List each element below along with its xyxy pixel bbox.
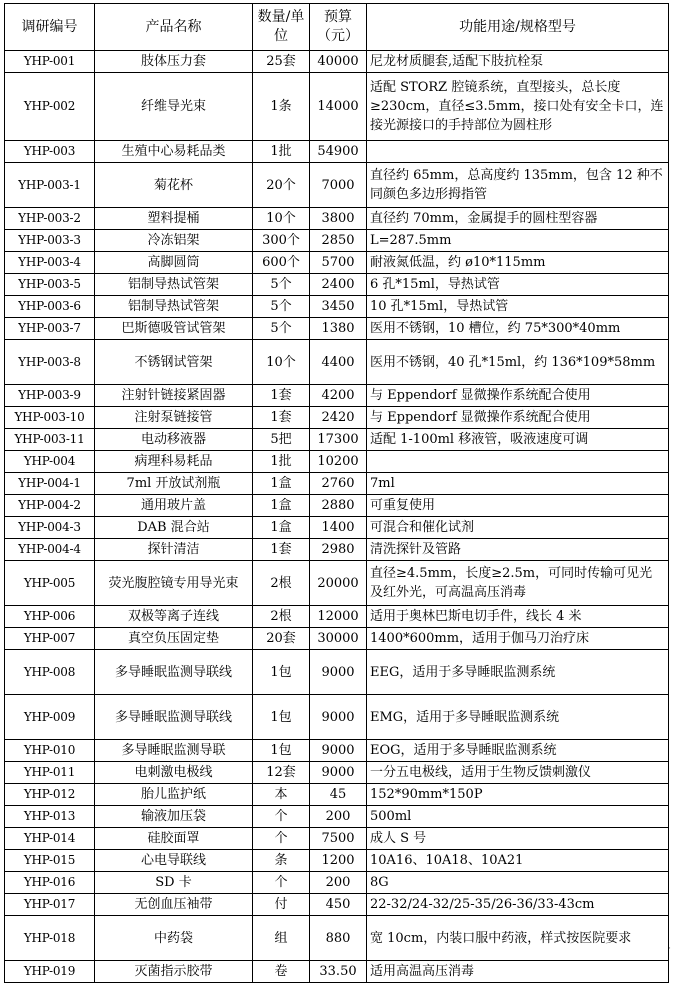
cell-name: 电动移液器 <box>95 429 253 451</box>
table-row <box>5 740 669 762</box>
table-row <box>5 828 669 850</box>
cell-name: 冷冻铝架 <box>95 230 253 252</box>
cell-unit: 1包 <box>253 740 310 762</box>
cell-unit: 20套 <box>253 628 310 650</box>
cell-code: YHP-003-6 <box>5 296 95 318</box>
table-row <box>5 806 669 828</box>
cell-budget: 7000 <box>310 163 367 208</box>
cell-code: YHP-011 <box>5 762 95 784</box>
cell-unit: 个 <box>253 872 310 894</box>
cell-name: 真空负压固定垫 <box>95 628 253 650</box>
cell-unit: 1批 <box>253 141 310 163</box>
cell-code: YHP-005 <box>5 561 95 606</box>
cell-spec: EMG，适用于多导睡眠监测系统 <box>367 695 669 740</box>
table-row <box>5 495 669 517</box>
cell-code: YHP-003-4 <box>5 252 95 274</box>
cell-budget: 7500 <box>310 828 367 850</box>
table-row <box>5 451 669 473</box>
cell-code: YHP-009 <box>5 695 95 740</box>
cell-name: 探针清洁 <box>95 539 253 561</box>
cell-spec: 适用高温高压消毒 <box>367 961 669 983</box>
cell-spec: 医用不锈钢，40 孔*15ml，约 136*109*58mm <box>367 340 669 385</box>
table-row <box>5 606 669 628</box>
cell-budget: 4400 <box>310 340 367 385</box>
cell-budget: 9000 <box>310 762 367 784</box>
cell-name: 中药袋 <box>95 916 253 961</box>
table-row <box>5 429 669 451</box>
cell-name: 硅胶面罩 <box>95 828 253 850</box>
cell-unit: 1盒 <box>253 473 310 495</box>
cell-code: YHP-004-2 <box>5 495 95 517</box>
cell-budget: 12000 <box>310 606 367 628</box>
cell-spec: 6 孔*15ml，导热试管 <box>367 274 669 296</box>
cell-spec: 10A16、10A18、10A21 <box>367 850 669 872</box>
table-row <box>5 650 669 695</box>
cell-code: YHP-003-3 <box>5 230 95 252</box>
cell-name: 双极等离子连线 <box>95 606 253 628</box>
cell-budget: 5700 <box>310 252 367 274</box>
cell-spec: 可重复使用 <box>367 495 669 517</box>
cell-unit: 300个 <box>253 230 310 252</box>
cell-spec: 直径约 65mm，总高度约 135mm，包含 12 种不同颜色多边形拇指管 <box>367 163 669 208</box>
header-row <box>5 4 669 51</box>
cell-code: YHP-016 <box>5 872 95 894</box>
cell-spec: L=287.5mm <box>367 230 669 252</box>
table-row <box>5 561 669 606</box>
cell-name: 菊花杯 <box>95 163 253 208</box>
cell-budget: 9000 <box>310 740 367 762</box>
cell-budget: 200 <box>310 872 367 894</box>
cell-spec: 直径约 70mm，金属提手的圆柱型容器 <box>367 208 669 230</box>
table-body <box>5 51 669 983</box>
cell-unit: 5把 <box>253 429 310 451</box>
cell-unit: 2根 <box>253 561 310 606</box>
table-row <box>5 141 669 163</box>
cell-code: YHP-008 <box>5 650 95 695</box>
cell-budget: 9000 <box>310 695 367 740</box>
cell-budget: 3800 <box>310 208 367 230</box>
cell-code: YHP-003-7 <box>5 318 95 340</box>
cell-name: DAB 混合站 <box>95 517 253 539</box>
cell-spec: EEG，适用于多导睡眠监测系统 <box>367 650 669 695</box>
cell-budget: 17300 <box>310 429 367 451</box>
table-row <box>5 230 669 252</box>
cell-unit: 25套 <box>253 51 310 73</box>
cell-spec: 清洗探针及管路 <box>367 539 669 561</box>
cell-name: 胎儿监护纸 <box>95 784 253 806</box>
cell-name: 注射泵链接管 <box>95 407 253 429</box>
cell-budget: 14000 <box>310 73 367 141</box>
cell-name: 肢体压力套 <box>95 51 253 73</box>
cell-spec: 与 Eppendorf 显微操作系统配合使用 <box>367 385 669 407</box>
cell-code: YHP-004-4 <box>5 539 95 561</box>
table-row <box>5 296 669 318</box>
cell-spec: 22-32/24-32/25-35/26-36/33-43cm <box>367 894 669 916</box>
cell-name: 灭菌指示胶带 <box>95 961 253 983</box>
cell-unit: 1盒 <box>253 517 310 539</box>
cell-code: YHP-003-9 <box>5 385 95 407</box>
survey-table <box>4 3 669 983</box>
cell-spec: 成人 S 号 <box>367 828 669 850</box>
cell-budget: 54900 <box>310 141 367 163</box>
cell-code: YHP-018 <box>5 916 95 961</box>
table-row <box>5 628 669 650</box>
cell-code: YHP-017 <box>5 894 95 916</box>
table-row <box>5 274 669 296</box>
cell-unit: 1包 <box>253 650 310 695</box>
cell-spec: 7ml <box>367 473 669 495</box>
cell-budget: 20000 <box>310 561 367 606</box>
table-row <box>5 894 669 916</box>
cell-name: 不锈钢试管架 <box>95 340 253 385</box>
table-row <box>5 163 669 208</box>
cell-budget: 33.50 <box>310 961 367 983</box>
cell-unit: 1套 <box>253 407 310 429</box>
cell-unit: 1包 <box>253 695 310 740</box>
cell-spec: 耐液氮低温，约 ø10*115mm <box>367 252 669 274</box>
cell-spec: 1400*600mm，适用于伽马刀治疗床 <box>367 628 669 650</box>
table-row <box>5 517 669 539</box>
cell-unit: 1批 <box>253 451 310 473</box>
cell-code: YHP-004-1 <box>5 473 95 495</box>
cell-budget: 9000 <box>310 650 367 695</box>
table-row <box>5 473 669 495</box>
cell-unit: 5个 <box>253 274 310 296</box>
table-row <box>5 916 669 961</box>
cell-budget: 1200 <box>310 850 367 872</box>
corner-mark: · <box>668 944 671 954</box>
cell-unit: 5个 <box>253 318 310 340</box>
cell-name: 无创血压袖带 <box>95 894 253 916</box>
cell-code: YHP-003-10 <box>5 407 95 429</box>
cell-budget: 200 <box>310 806 367 828</box>
cell-budget: 40000 <box>310 51 367 73</box>
cell-spec: 8G <box>367 872 669 894</box>
cell-spec: 医用不锈钢，10 槽位，约 75*300*40mm <box>367 318 669 340</box>
cell-budget: 2760 <box>310 473 367 495</box>
cell-name: 纤维导光束 <box>95 73 253 141</box>
cell-name: 电刺激电极线 <box>95 762 253 784</box>
cell-spec: 10 孔*15ml，导热试管 <box>367 296 669 318</box>
table-row <box>5 385 669 407</box>
cell-unit: 20个 <box>253 163 310 208</box>
cell-code: YHP-004-3 <box>5 517 95 539</box>
header-unit: 数量/单位 <box>253 4 310 51</box>
cell-name: 塑料提桶 <box>95 208 253 230</box>
cell-name: 荧光腹腔镜专用导光束 <box>95 561 253 606</box>
cell-unit: 个 <box>253 806 310 828</box>
cell-name: 铝制导热试管架 <box>95 274 253 296</box>
cell-spec: 适配 1-100ml 移液管，吸液速度可调 <box>367 429 669 451</box>
cell-spec: 一分五电极线，适用于生物反馈刺激仪 <box>367 762 669 784</box>
cell-code: YHP-003-8 <box>5 340 95 385</box>
cell-budget: 2980 <box>310 539 367 561</box>
cell-unit: 5个 <box>253 296 310 318</box>
table-row <box>5 539 669 561</box>
cell-code: YHP-002 <box>5 73 95 141</box>
cell-name: 巴斯德吸管试管架 <box>95 318 253 340</box>
cell-code: YHP-003-11 <box>5 429 95 451</box>
cell-unit: 10个 <box>253 340 310 385</box>
cell-budget: 2420 <box>310 407 367 429</box>
table-row <box>5 850 669 872</box>
table-row <box>5 407 669 429</box>
cell-code: YHP-003-5 <box>5 274 95 296</box>
cell-code: YHP-012 <box>5 784 95 806</box>
cell-budget: 2400 <box>310 274 367 296</box>
cell-budget: 10200 <box>310 451 367 473</box>
cell-name: 铝制导热试管架 <box>95 296 253 318</box>
cell-spec: 直径≥4.5mm，长度≥2.5m，可同时传输可见光及红外光，可高温高压消毒 <box>367 561 669 606</box>
cell-spec: EOG，适用于多导睡眠监测系统 <box>367 740 669 762</box>
cell-budget: 1380 <box>310 318 367 340</box>
cell-name: 输液加压袋 <box>95 806 253 828</box>
table-row <box>5 252 669 274</box>
table-row <box>5 872 669 894</box>
cell-unit: 组 <box>253 916 310 961</box>
cell-budget: 880 <box>310 916 367 961</box>
cell-code: YHP-014 <box>5 828 95 850</box>
cell-name: SD 卡 <box>95 872 253 894</box>
cell-code: YHP-001 <box>5 51 95 73</box>
cell-unit: 10个 <box>253 208 310 230</box>
cell-budget: 2880 <box>310 495 367 517</box>
table-row <box>5 51 669 73</box>
cell-budget: 3450 <box>310 296 367 318</box>
cell-unit: 1套 <box>253 385 310 407</box>
cell-name: 心电导联线 <box>95 850 253 872</box>
cell-budget: 1400 <box>310 517 367 539</box>
cell-name: 通用玻片盖 <box>95 495 253 517</box>
cell-code: YHP-019 <box>5 961 95 983</box>
cell-name: 多导睡眠监测导联线 <box>95 650 253 695</box>
table-row <box>5 318 669 340</box>
cell-code: YHP-003 <box>5 141 95 163</box>
cell-spec: 适配 STORZ 腔镜系统，直型接头，总长度≥230cm，直径≤3.5mm，接口处有安全卡口，连接光源接口的手持部位为圆柱形 <box>367 73 669 141</box>
cell-unit: 卷 <box>253 961 310 983</box>
cell-code: YHP-013 <box>5 806 95 828</box>
cell-unit: 付 <box>253 894 310 916</box>
table-row <box>5 340 669 385</box>
cell-budget: 30000 <box>310 628 367 650</box>
table-row <box>5 695 669 740</box>
header-code: 调研编号 <box>5 4 95 51</box>
cell-unit: 个 <box>253 828 310 850</box>
cell-spec: 152*90mm*150P <box>367 784 669 806</box>
cell-code: YHP-003-1 <box>5 163 95 208</box>
cell-code: YHP-004 <box>5 451 95 473</box>
cell-spec: 可混合和催化试剂 <box>367 517 669 539</box>
cell-unit: 1条 <box>253 73 310 141</box>
cell-spec <box>367 141 669 163</box>
cell-budget: 45 <box>310 784 367 806</box>
cell-spec: 尼龙材质腿套,适配下肢抗栓泵 <box>367 51 669 73</box>
cell-name: 注射针链接紧固器 <box>95 385 253 407</box>
cell-unit: 12套 <box>253 762 310 784</box>
cell-unit: 条 <box>253 850 310 872</box>
cell-code: YHP-010 <box>5 740 95 762</box>
cell-code: YHP-003-2 <box>5 208 95 230</box>
cell-spec: 500ml <box>367 806 669 828</box>
cell-budget: 450 <box>310 894 367 916</box>
cell-unit: 600个 <box>253 252 310 274</box>
table-row <box>5 762 669 784</box>
table-row <box>5 73 669 141</box>
cell-budget: 4200 <box>310 385 367 407</box>
cell-unit: 2根 <box>253 606 310 628</box>
cell-name: 多导睡眠监测导联 <box>95 740 253 762</box>
header-budget: 预算（元） <box>310 4 367 51</box>
cell-code: YHP-015 <box>5 850 95 872</box>
table-row <box>5 961 669 983</box>
cell-code: YHP-007 <box>5 628 95 650</box>
cell-code: YHP-006 <box>5 606 95 628</box>
header-name: 产品名称 <box>95 4 253 51</box>
cell-name: 多导睡眠监测导联线 <box>95 695 253 740</box>
table-row <box>5 784 669 806</box>
cell-spec: 宽 10cm，内装口服中药液，样式按医院要求 <box>367 916 669 961</box>
cell-spec: 与 Eppendorf 显微操作系统配合使用 <box>367 407 669 429</box>
cell-unit: 本 <box>253 784 310 806</box>
cell-name: 高脚圆筒 <box>95 252 253 274</box>
cell-name: 7ml 开放试剂瓶 <box>95 473 253 495</box>
cell-budget: 2850 <box>310 230 367 252</box>
cell-spec <box>367 451 669 473</box>
header-spec: 功能用途/规格型号 <box>367 4 669 51</box>
cell-name: 病理科易耗品 <box>95 451 253 473</box>
cell-unit: 1盒 <box>253 495 310 517</box>
cell-spec: 适用于奥林巴斯电切手件，线长 4 米 <box>367 606 669 628</box>
table-row <box>5 208 669 230</box>
cell-unit: 1套 <box>253 539 310 561</box>
cell-name: 生殖中心易耗品类 <box>95 141 253 163</box>
